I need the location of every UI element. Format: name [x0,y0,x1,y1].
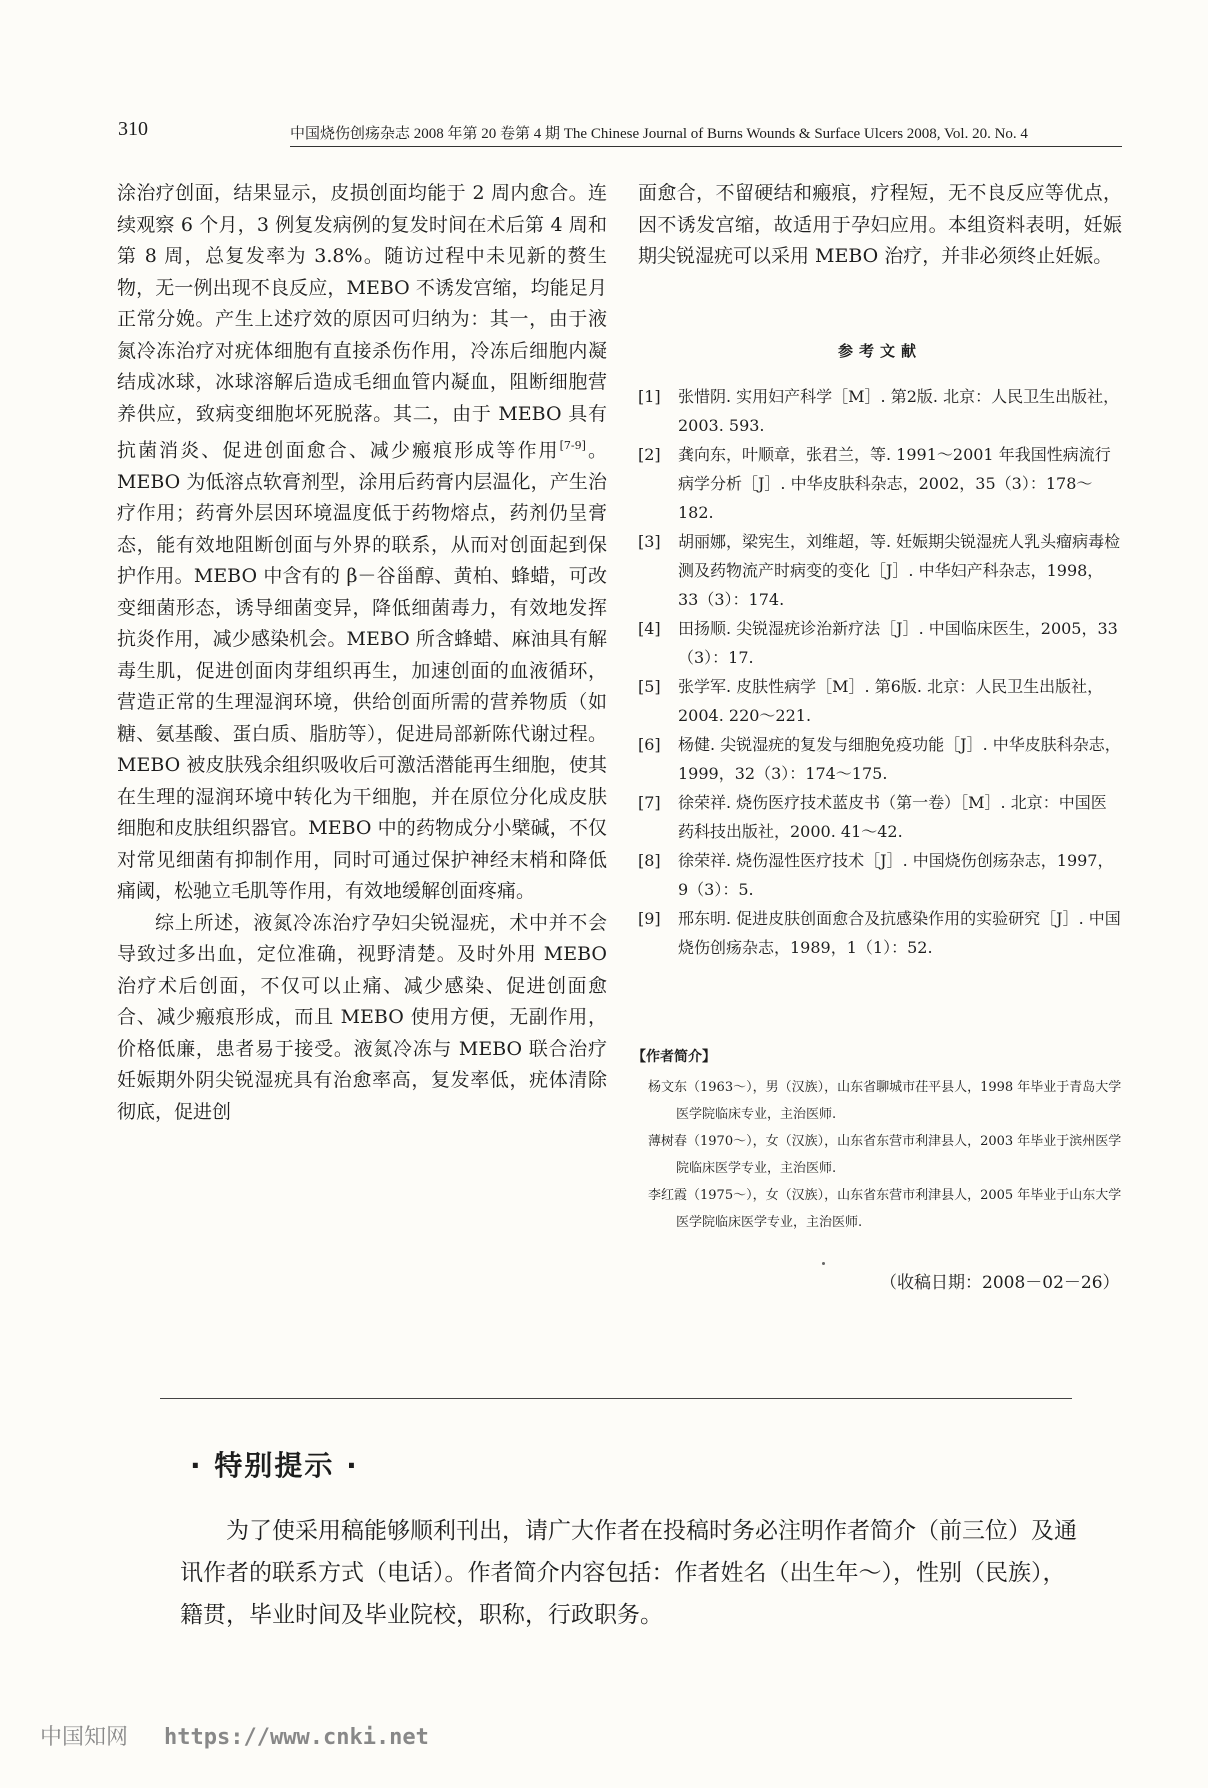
notice-title: · 特别提示 · [190,1449,359,1482]
watermark-site: 中国知网 [40,1725,129,1750]
reference-item [638,672,1122,730]
body-paragraph-1 [117,178,607,908]
reference-text: 张学军. 皮肤性病学［M］. 第6版. 北京：人民卫生出版社，2004. 220～221. [678,677,1104,725]
body-paragraph-3: 面愈合，不留硬结和瘢痕，疗程短，无不良反应等优点，因不诱发宫缩，故适用于孕妇应用。本组资料表明，妊娠期尖锐湿疣可以采用 MEBO 治疗，并非必须终止妊娠。 [638,182,1122,267]
reference-number: [7] [638,793,661,812]
notice-paragraph: 为了使采用稿能够顺利刊出，请广大作者在投稿时务必注明作者简介（前三位）及通讯作者的联系方式（电话）。作者简介内容包括：作者姓名（出生年～），性别（民族），籍贯，毕业时间及毕业院校，职称，行政职务。 [180,1518,1077,1628]
body-text-1-cont: 。MEBO 为低溶点软膏剂型，涂用后药膏内层温化，产生治疗作用；药膏外层因环境温度低于药物熔点，药剂仍呈膏态，能有效地阻断创面与外界的联系，从而对创面起到保护作用。MEBO 中含有的 β－谷甾醇、黄柏、蜂蜡，可改变细菌形态，诱导细菌变异，降低细菌毒力，有效地发挥抗炎作用，减少感染机会。MEBO 所含蜂蜡、麻油具有解毒生肌，促进创面肉芽组织再生，加速创面的血液循环，营造正常的生理湿润环境，供给创面所需的营养物质（如糖、氨基酸、蛋白质、脂肪等），促进局部新陈代谢过程。MEBO 被皮肤残余组织吸收后可激活潜能再生细胞，使其在生理的湿润环境中转化为干细胞，并在原位分化成皮肤细胞和皮肤组织器官。MEBO 中的药物成分小檗碱，不仅对常见细菌有抑制作用，同时可通过保护神经末梢和降低痛阈，松驰立毛肌等作用，有效地缓解创面疼痛。 [117,439,607,903]
reference-item [638,730,1122,788]
reference-text: 田扬顺. 尖锐湿疣诊治新疗法［J］. 中国临床医生，2005，33（3）：17. [678,619,1118,667]
author-info-label: 【作者简介】 [632,1049,716,1065]
reference-number: [3] [638,532,661,551]
reference-item [638,440,1122,527]
reference-text: 杨健. 尖锐湿疣的复发与细胞免疫功能［J］. 中华皮肤科杂志，1999，32（3）：174～175. [678,735,1121,783]
right-column [638,178,1122,273]
reference-text: 徐荣祥. 烧伤医疗技术蓝皮书（第一卷）［M］. 北京：中国医药科技出版社，2000. 41～42. [678,793,1107,841]
reference-number: [5] [638,677,661,696]
reference-number: [8] [638,851,661,870]
journal-header: 中国烧伤创疡杂志 2008 年第 20 卷第 4 期 The Chinese Journal of Burns Wounds & Surface Ulcers 2008, Vol. 20. No. 4 [290,126,1028,142]
author-info-list [648,1074,1122,1236]
reference-text: 胡丽娜，梁宪生，刘维超，等. 妊娠期尖锐湿疣人乳头瘤病毒检测及药物流产时病变的变化［J］. 中华妇产科杂志，1998，33（3）：174. [678,532,1121,609]
body-paragraph-2: 综上所述，液氮冷冻治疗孕妇尖锐湿疣，术中并不会导致过多出血，定位准确，视野清楚。及时外用 MEBO 治疗术后创面，不仅可以止痛、减少感染、促进创面愈合、减少瘢痕形成，而且 MEBO 使用方便，无副作用，价格低廉，患者易于接受。液氮冷冻与 MEBO 联合治疗妊娠期外阴尖锐湿疣具有治愈率高，复发率低，疣体清除彻底，促进创 [117,911,607,1123]
reference-text: 龚向东，叶顺章，张君兰，等. 1991～2001 年我国性病流行病学分析［J］. 中华皮肤科杂志，2002，35（3）：178～182. [678,445,1111,522]
watermark-footer [40,1720,429,1751]
reference-text: 邢东明. 促进皮肤创面愈合及抗感染作用的实验研究［J］. 中国烧伤创疡杂志，1989，1（1）：52. [678,909,1121,957]
reference-number: [9] [638,909,661,928]
author-info-item: 薄树春（1970～），女（汉族），山东省东营市利津县人，2003 年毕业于滨州医学院临床医学专业，主治医师. [648,1134,1122,1176]
left-column [117,178,607,1128]
author-info-item: 李红霞（1975～），女（汉族），山东省东营市利津县人，2005 年毕业于山东大学医学院临床医学专业，主治医师. [648,1188,1122,1230]
section-divider [160,1398,1072,1399]
reference-text: 徐荣祥. 烧伤湿性医疗技术［J］. 中国烧伤创疡杂志，1997，9（3）：5. [678,851,1114,899]
citation: [7-9] [559,439,586,452]
reference-item [638,527,1122,614]
page-number: 310 [118,118,148,140]
stray-dot [822,1262,825,1265]
reference-item [638,846,1122,904]
body-text-1: 涂治疗创面，结果显示，皮损创面均能于 2 周内愈合。连续观察 6 个月，3 例复发病例的复发时间在术后第 4 周和第 8 周，总复发率为 3.8%。随访过程中未见新的赘生物，无一例出现不良反应，MEBO 不诱发宫缩，均能足月正常分娩。产生上述疗效的原因可归纳为：其一，由于液氮冷冻治疗对疣体细胞有直接杀伤作用，冷冻后细胞内凝结成冰球，冰球溶解后造成毛细血管内凝血，阻断细胞营养供应，致病变细胞坏死脱落。其二，由于 MEBO 具有抗菌消炎、促进创面愈合、减少瘢痕形成等作用 [117,182,607,462]
reference-number: [1] [638,387,661,406]
reference-number: [2] [638,445,661,464]
header-rule [290,146,1122,147]
reference-number: [4] [638,619,661,638]
reference-text: 张惜阴. 实用妇产科学［M］. 第2版. 北京：人民卫生出版社，2003. 593. [678,387,1120,435]
watermark-url: https://www.cnki.net [164,1725,429,1750]
reference-item [638,614,1122,672]
reference-item [638,788,1122,846]
notice-body [180,1510,1080,1636]
reference-list [638,382,1122,962]
reference-item [638,904,1122,962]
reference-number: [6] [638,735,661,754]
reference-item [638,382,1122,440]
references-title: 参考文献 [837,342,922,360]
received-date: （收稿日期：2008－02－26） [880,1273,1120,1293]
author-info-item: 杨文东（1963～），男（汉族），山东省聊城市茌平县人，1998 年毕业于青岛大学医学院临床专业，主治医师. [648,1080,1122,1122]
